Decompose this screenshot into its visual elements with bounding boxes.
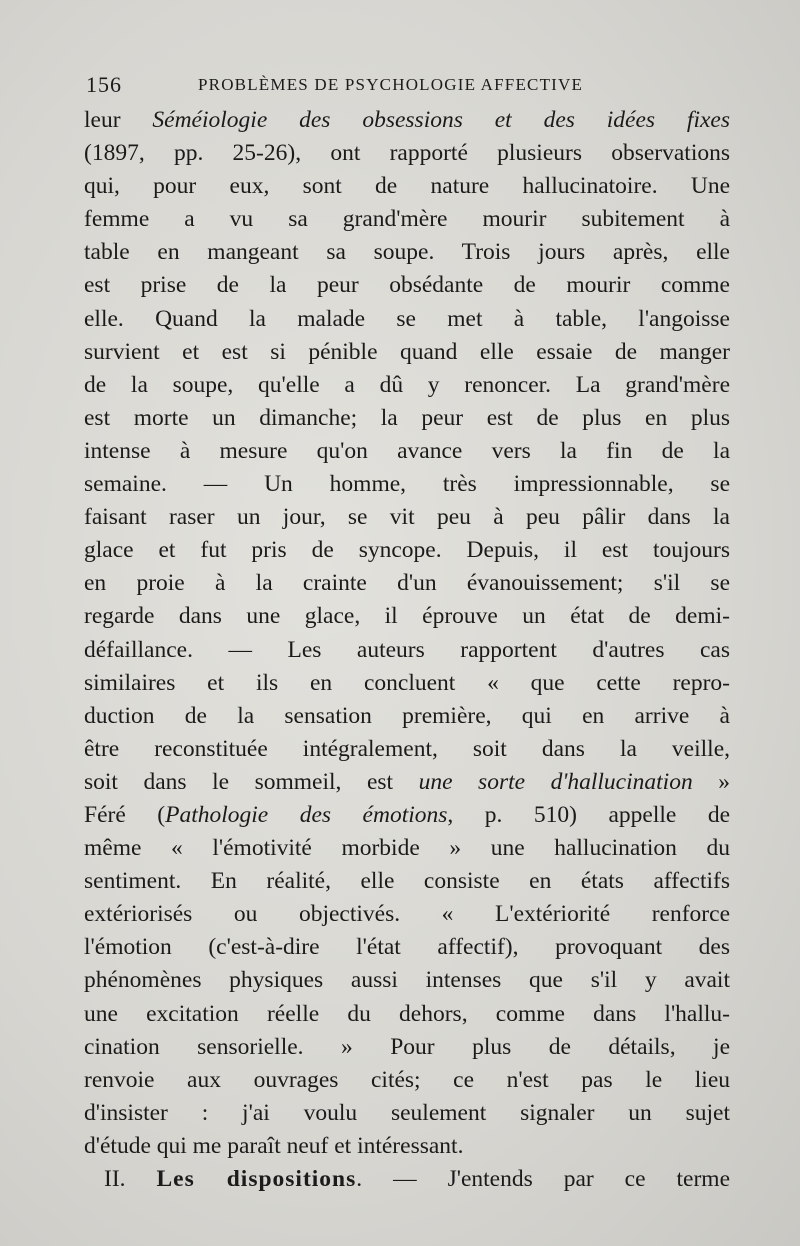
text-segment: (1897, pp. 25-26), ont rapporté plusieurs observations <box>84 140 730 167</box>
text-line <box>84 898 730 931</box>
text-line <box>84 600 730 633</box>
text-segment: sentiment. En réalité, elle consiste en états affectifs <box>84 868 730 895</box>
text-segment: regarde dans une glace, il éprouve un état de demi- <box>84 603 730 630</box>
text-segment: est prise de la peur obsédante de mourir comme <box>84 272 730 299</box>
text-line <box>84 1130 730 1163</box>
text-segment: similaires et ils en concluent « que cette repro- <box>84 669 730 696</box>
text-line <box>84 634 730 667</box>
text-line <box>84 236 730 269</box>
text-segment: même « l'émotivité morbide » une hallucination du <box>84 835 730 862</box>
running-title: PROBLÈMES DE PSYCHOLOGIE AFFECTIVE <box>198 75 584 94</box>
text-segment: extériorisés ou objectivés. « L'extériorité renforce <box>84 901 730 928</box>
text-line <box>84 832 730 865</box>
text-segment: faisant raser un jour, se vit peu à peu pâlir dans la <box>84 504 730 531</box>
text-segment: . — J'entends par ce terme <box>356 1166 731 1192</box>
text-segment: leur <box>84 107 153 133</box>
text-segment: cination sensorielle. » Pour plus de détails, je <box>84 1033 730 1060</box>
text-segment: une excitation réelle du dehors, comme dans l'hallu- <box>84 1000 730 1027</box>
text-segment: semaine. — Un homme, très impressionnable, se <box>84 471 730 498</box>
text-line <box>84 137 730 170</box>
text-line <box>84 402 730 435</box>
text-line <box>84 865 730 898</box>
italic-text: Séméiologie des obsessions et des idées fixes <box>152 107 730 133</box>
text-line <box>84 964 730 997</box>
text-segment: être reconstituée intégralement, soit dans la veille, <box>84 735 730 762</box>
text-segment: l'émotion (c'est-à-dire l'état affectif), provoquant des <box>84 934 730 961</box>
text-line <box>84 799 730 832</box>
text-line <box>84 1163 730 1196</box>
text-line <box>84 468 730 501</box>
text-segment: en proie à la crainte d'un évanouissement; s'il se <box>84 570 730 597</box>
text-line <box>84 336 730 369</box>
text-segment: elle. Quand la malade se met à table, l'angoisse <box>84 305 730 332</box>
text-line <box>84 1064 730 1097</box>
text-line <box>84 1097 730 1130</box>
text-segment: est morte un dimanche; la peur est de plus en plus <box>84 404 730 431</box>
text-line <box>84 1031 730 1064</box>
text-segment: qui, pour eux, sont de nature hallucinatoire. Une <box>84 173 730 200</box>
text-segment: phénomènes physiques aussi intenses que s'il y avait <box>84 967 730 994</box>
italic-text: une sorte d'hallucination <box>418 768 693 795</box>
text-segment: d'étude qui me paraît neuf et intéressant. <box>84 1132 464 1159</box>
text-line <box>84 733 730 766</box>
text-segment: duction de la sensation première, qui en arrive à <box>84 702 730 729</box>
text-line <box>84 567 730 600</box>
text-line <box>84 104 730 137</box>
text-segment: survient et est si pénible quand elle essaie de manger <box>84 338 730 365</box>
text-segment: d'insister : j'ai voulu seulement signaler un sujet <box>84 1099 730 1126</box>
text-segment: Féré ( <box>84 801 166 828</box>
text-segment: » <box>692 768 730 795</box>
text-segment: , p. 510) appelle de <box>447 801 731 828</box>
text-segment: renvoie aux ouvrages cités; ce n'est pas le lieu <box>84 1066 730 1093</box>
text-segment: de la soupe, qu'elle a dû y renoncer. La grand'mère <box>84 371 730 398</box>
text-line <box>84 303 730 336</box>
text-line <box>84 931 730 964</box>
text-line <box>84 269 730 302</box>
text-segment: glace et fut pris de syncope. Depuis, il est toujours <box>84 537 730 564</box>
section-heading: Les dispositions <box>156 1166 357 1192</box>
italic-text: Pathologie des émotions <box>165 801 448 828</box>
body-text <box>84 104 730 1196</box>
text-segment: table en mangeant sa soupe. Trois jours après, elle <box>84 239 730 266</box>
text-line <box>84 667 730 700</box>
text-segment: défaillance. — Les auteurs rapportent d'autres cas <box>84 636 730 663</box>
text-line <box>84 501 730 534</box>
page-header <box>86 72 726 102</box>
text-segment: soit dans le sommeil, est <box>84 768 419 795</box>
text-line <box>84 369 730 402</box>
text-segment: II. <box>104 1166 157 1192</box>
text-line <box>84 170 730 203</box>
page-number: 156 <box>86 72 122 97</box>
text-line <box>84 766 730 799</box>
text-line <box>84 435 730 468</box>
text-line <box>84 203 730 236</box>
text-line <box>84 534 730 567</box>
text-line <box>84 998 730 1031</box>
text-line <box>84 700 730 733</box>
text-segment: femme a vu sa grand'mère mourir subitement à <box>84 206 730 233</box>
text-segment: intense à mesure qu'on avance vers la fin de la <box>84 437 730 464</box>
